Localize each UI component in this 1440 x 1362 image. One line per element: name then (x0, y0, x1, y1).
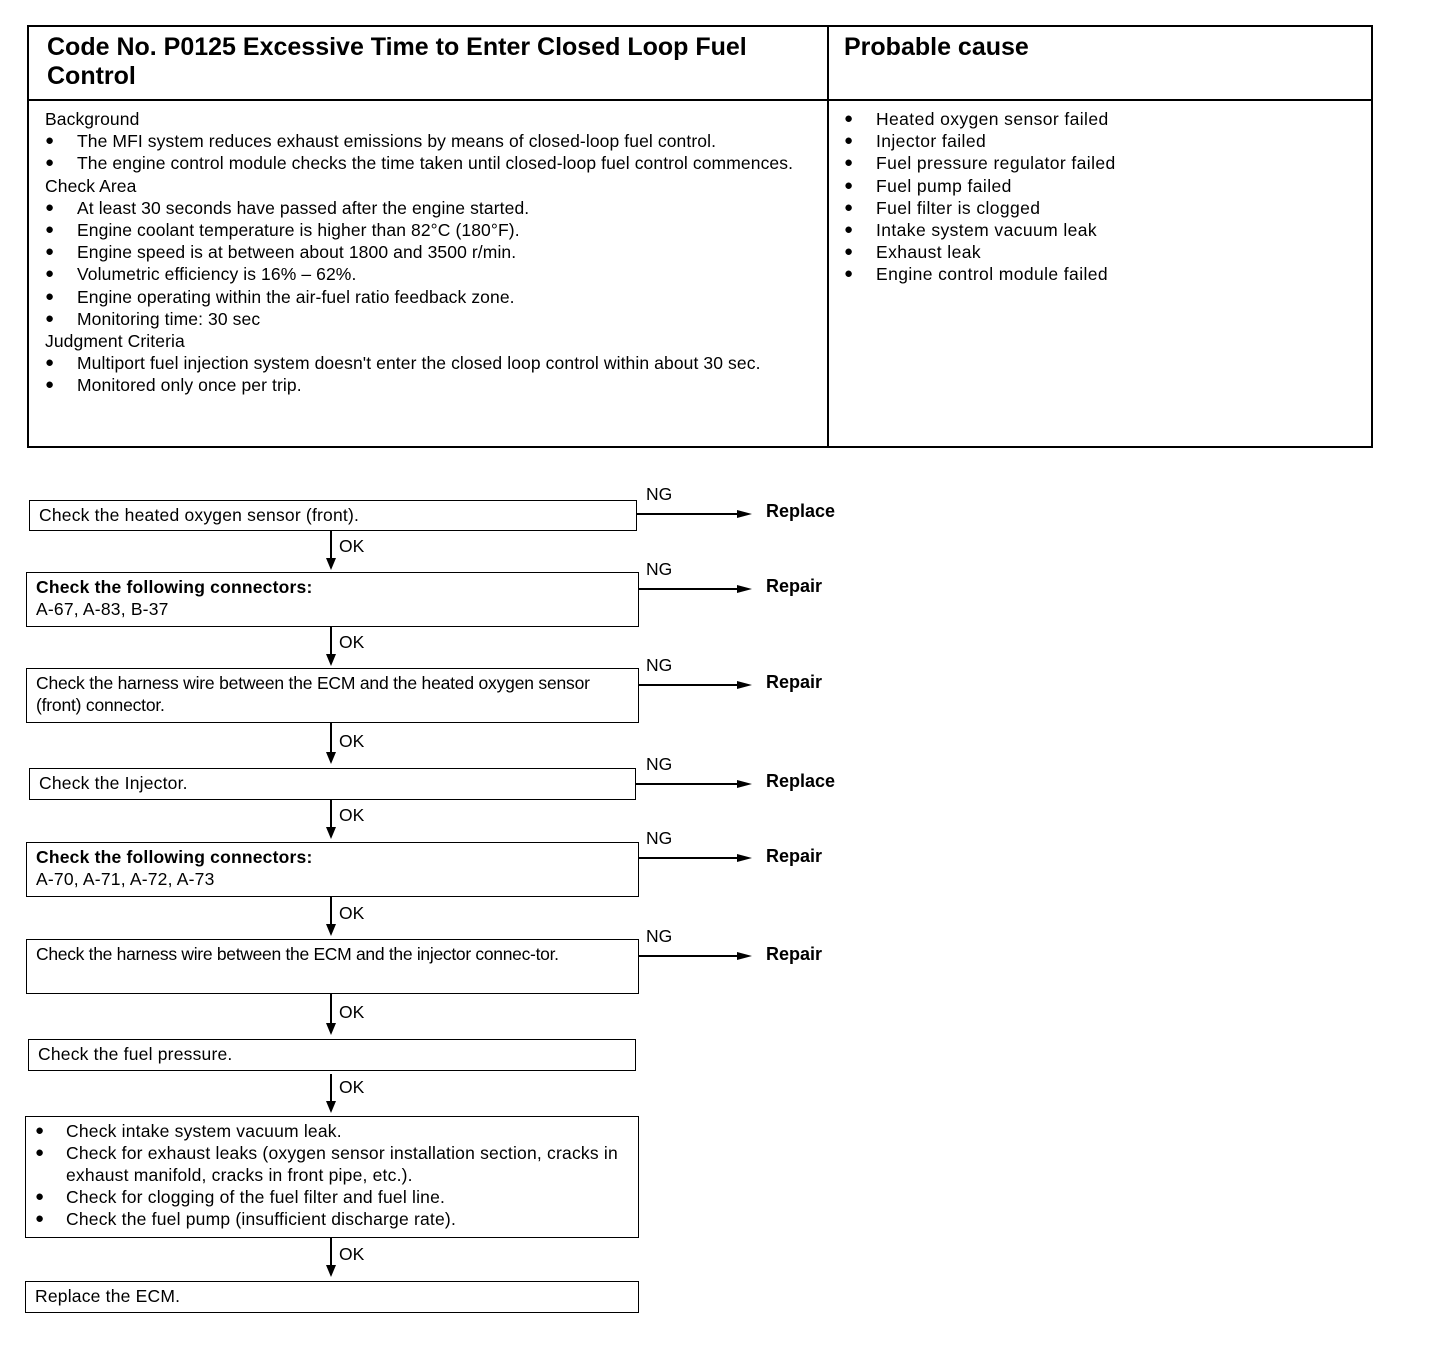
ng-label: NG (646, 484, 673, 504)
flow-step-9: Replace the ECM. (25, 1281, 639, 1313)
cause-item: ● Fuel pump failed (844, 175, 1012, 196)
ok-label: OK (339, 731, 365, 751)
bullet-icon: ● (45, 221, 55, 239)
ok-label: OK (339, 632, 365, 652)
cause-item: ● Intake system vacuum leak (844, 220, 1098, 241)
ng-arrow-line (639, 684, 739, 686)
bullet-icon: ● (45, 376, 55, 394)
arrow-down-icon (326, 827, 336, 839)
ok-arrow-line (330, 800, 332, 828)
ng-label: NG (646, 828, 673, 848)
flow-step-4: Check the Injector. (29, 768, 636, 800)
list-item: ● Check for clogging of the fuel filter and fuel line. (35, 1187, 446, 1207)
ng-action: Repair (766, 944, 823, 964)
bullet-icon: ● (35, 1122, 45, 1139)
list-item: ● Monitoring time: 30 sec (45, 308, 261, 329)
ng-label: NG (646, 754, 673, 774)
arrow-right-icon (737, 952, 752, 960)
ng-label: NG (646, 655, 673, 675)
flow-step-7: Check the fuel pressure. (28, 1039, 636, 1071)
ok-label: OK (339, 1244, 365, 1264)
bullet-icon: ● (844, 132, 854, 150)
arrow-right-icon (737, 780, 752, 788)
bullet-icon: ● (35, 1210, 45, 1227)
probable-cause-list (844, 108, 1344, 286)
ng-action: Replace (766, 771, 836, 791)
flow-step-3: Check the harness wire between the ECM and the heated oxygen sensor (front) connector. (26, 668, 639, 723)
arrow-right-icon (737, 854, 752, 862)
arrow-down-icon (326, 1101, 336, 1113)
list-item: ● At least 30 seconds have passed after the engine started. (45, 197, 530, 218)
check-area-heading: Check Area (45, 175, 137, 196)
cause-item: ● Exhaust leak (844, 242, 981, 263)
bullet-icon: ● (844, 154, 854, 172)
list-item: ● Monitored only once per trip. (45, 375, 302, 396)
description-column (45, 108, 820, 397)
arrow-down-icon (326, 1023, 336, 1035)
dtc-table (27, 25, 1373, 448)
bullet-icon: ● (35, 1188, 45, 1205)
ok-arrow-line (330, 1238, 332, 1266)
ok-arrow-line (330, 531, 332, 559)
bullet-icon: ● (45, 154, 55, 172)
list-item: ● The MFI system reduces exhaust emissions by means of closed-loop fuel control. (45, 131, 717, 152)
ng-action: Repair (766, 576, 823, 596)
flow-step-1: Check the heated oxygen sensor (front). (29, 500, 637, 531)
bullet-icon: ● (45, 198, 55, 216)
ok-arrow-line (330, 1074, 332, 1102)
list-item: ● Check for exhaust leaks (oxygen sensor installation section, cracks in exhaust manifold, cracks in front pipe, etc.). (35, 1143, 618, 1185)
bullet-icon: ● (844, 221, 854, 239)
bullet-icon: ● (844, 243, 854, 261)
ok-arrow-line (330, 723, 332, 753)
arrow-right-icon (737, 510, 752, 518)
ng-label: NG (646, 559, 673, 579)
ok-arrow-line (330, 897, 332, 925)
background-heading: Background (45, 109, 140, 129)
arrow-down-icon (326, 924, 336, 936)
flow-step-5: Check the following connectors: A-70, A-71, A-72, A-73 (26, 842, 639, 897)
bullet-icon: ● (844, 110, 854, 127)
ng-arrow-line (637, 513, 739, 515)
ng-arrow-line (639, 955, 739, 957)
list-item: ● Multiport fuel injection system doesn't enter the closed loop control within about 30 sec. (45, 353, 761, 374)
bullet-icon: ● (45, 354, 55, 372)
judgment-criteria-heading: Judgment Criteria (45, 331, 185, 352)
ok-arrow-line (330, 627, 332, 655)
ok-label: OK (339, 1077, 365, 1097)
ok-arrow-line (330, 994, 332, 1024)
cause-item: ● Fuel filter is clogged (844, 197, 1041, 218)
arrow-right-icon (737, 681, 752, 689)
ng-action: Replace (766, 501, 836, 521)
bullet-icon: ● (844, 265, 854, 283)
cause-item: ● Injector failed (844, 131, 987, 152)
step-heading: Check the following connectors: (36, 577, 313, 597)
ok-label: OK (339, 1002, 365, 1022)
bullet-icon: ● (45, 265, 55, 283)
list-item: ● The engine control module checks the time taken until closed-loop fuel control commences. (45, 153, 794, 174)
ok-label: OK (339, 903, 365, 923)
cause-item: ● Heated oxygen sensor failed (844, 109, 1109, 129)
ok-label: OK (339, 805, 365, 825)
arrow-down-icon (326, 654, 336, 666)
bullet-icon: ● (45, 243, 55, 261)
bullet-icon: ● (844, 198, 854, 216)
arrow-down-icon (326, 1265, 336, 1277)
list-item: ● Engine operating within the air-fuel ratio feedback zone. (45, 286, 515, 307)
ng-action: Repair (766, 846, 823, 866)
ok-label: OK (339, 536, 365, 556)
flow-step-8 (25, 1116, 639, 1238)
list-item: ● Engine speed is at between about 1800 and 3500 r/min. (45, 242, 517, 263)
cause-item: ● Engine control module failed (844, 264, 1109, 285)
dtc-title: Code No. P0125 Excessive Time to Enter Closed Loop Fuel Control (47, 33, 747, 90)
list-item: ● Engine coolant temperature is higher than 82°C (180°F). (45, 220, 520, 241)
flow-step-2: Check the following connectors: A-67, A-83, B-37 (26, 572, 639, 627)
arrow-down-icon (326, 558, 336, 570)
probable-cause-header: Probable cause (844, 33, 1029, 61)
header-divider (29, 99, 1371, 101)
step-heading: Check the following connectors: (36, 847, 313, 867)
cause-item: ● Fuel pressure regulator failed (844, 153, 1116, 174)
bullet-icon: ● (35, 1144, 45, 1161)
bullet-icon: ● (45, 132, 55, 150)
list-item: ● Volumetric efficiency is 16% – 62%. (45, 264, 357, 285)
ng-action: Repair (766, 672, 823, 692)
ng-arrow-line (636, 783, 739, 785)
ng-arrow-line (639, 857, 739, 859)
ng-label: NG (646, 926, 673, 946)
bullet-icon: ● (45, 309, 55, 327)
arrow-right-icon (737, 585, 752, 593)
column-divider (827, 27, 829, 446)
bullet-icon: ● (844, 176, 854, 194)
list-item: ● Check the fuel pump (insufficient discharge rate). (35, 1209, 457, 1229)
list-item: ● Check intake system vacuum leak. (35, 1121, 342, 1141)
flow-step-6: Check the harness wire between the ECM and the injector connec-tor. (26, 939, 639, 994)
ng-arrow-line (639, 588, 739, 590)
arrow-down-icon (326, 752, 336, 764)
bullet-icon: ● (45, 287, 55, 305)
